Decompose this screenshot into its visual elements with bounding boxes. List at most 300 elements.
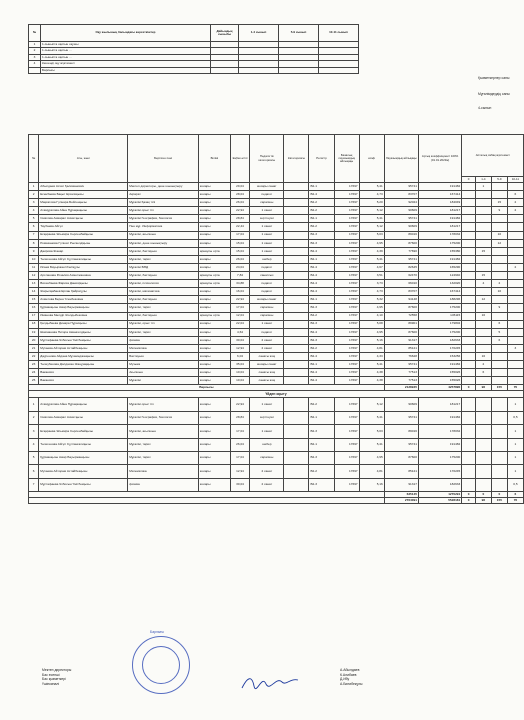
section-title: Үйден оқыту xyxy=(29,391,524,398)
table-cell: 5,08 xyxy=(359,320,384,328)
table-cell: 3 xyxy=(29,199,39,207)
table-cell: 15 xyxy=(475,272,491,280)
table-cell xyxy=(462,411,476,424)
table-cell: 17697 xyxy=(334,215,359,223)
table-cell xyxy=(475,239,491,247)
table-cell xyxy=(507,336,523,344)
table-cell xyxy=(507,296,523,304)
table-cell xyxy=(284,231,309,239)
table-cell: жоғары xyxy=(198,451,230,464)
total-cell: 2128945 xyxy=(384,385,418,391)
total-row xyxy=(29,498,524,504)
table-cell xyxy=(284,398,309,411)
table-cell: 153256 xyxy=(418,352,461,360)
table-cell: жоғары xyxy=(198,223,230,231)
table-cell: 91317 xyxy=(384,336,418,344)
staff-header-cell: Берілген пәні xyxy=(128,135,199,183)
table-cell: 1 санат xyxy=(250,239,284,247)
table-cell: 5,03 xyxy=(359,231,384,239)
table-cell: жоғары санат xyxy=(250,296,284,304)
table-cell: 95741 xyxy=(384,255,418,263)
table-cell: 26,04 xyxy=(230,255,249,263)
summary-table xyxy=(28,24,359,74)
summary-header-cell: 10-11 сынып xyxy=(319,25,359,42)
table-cell xyxy=(284,478,309,491)
table-cell: 22 xyxy=(29,352,39,360)
staff-header-cell: Аты, жөні xyxy=(39,135,128,183)
staff-header-cell: Категориясы xyxy=(284,135,309,183)
table-cell: 20 xyxy=(29,336,39,344)
table-cell: Мұғалім, бастауыш xyxy=(128,247,199,255)
signature-name: Д.Ибу xyxy=(340,677,350,682)
table-cell: 4,64 xyxy=(230,328,249,336)
table-cell: 2 xyxy=(507,263,523,271)
table-cell: Арсланова Розалия Ахметжановна xyxy=(39,272,128,280)
table-cell xyxy=(462,425,476,438)
table-cell xyxy=(507,320,523,328)
table-cell: 17,04 xyxy=(230,304,249,312)
summary-cell: 1-сыныпта оқитын оқушы xyxy=(41,42,211,48)
table-cell: Мұғалім xyxy=(128,377,199,385)
table-cell: Мұғалім, тарих xyxy=(128,255,199,263)
table-cell: Даирова Жанар xyxy=(39,247,128,255)
table-cell: В2-3 xyxy=(309,336,334,344)
table-row xyxy=(29,344,524,352)
table-cell: 17697 xyxy=(334,304,359,312)
table-cell: 10 xyxy=(491,231,507,239)
table-cell xyxy=(491,223,507,231)
table-cell: 7,84 xyxy=(230,272,249,280)
signature-title: Бас қызметкері xyxy=(42,677,66,682)
table-cell: 76628 xyxy=(384,352,418,360)
table-cell: арнаулы орта xyxy=(198,280,230,288)
table-cell: педагог xyxy=(250,328,284,336)
staff-header-cell: коэф xyxy=(359,135,384,183)
table-cell xyxy=(507,377,523,385)
table-cell xyxy=(284,425,309,438)
table-cell: 124940 xyxy=(418,272,461,280)
table-cell: жоғары xyxy=(198,191,230,199)
table-cell: 1 xyxy=(507,451,523,464)
table-cell: 4,95 xyxy=(359,328,384,336)
table-cell: Исаев Бауыржан Игелікұлы xyxy=(39,263,128,271)
table-cell: 188296 xyxy=(418,296,461,304)
table-cell: 11 xyxy=(29,263,39,271)
table-cell xyxy=(491,247,507,255)
table-cell: жоғары xyxy=(198,255,230,263)
table-cell: жоғары xyxy=(198,239,230,247)
table-cell: сарапшы xyxy=(250,304,284,312)
table-cell xyxy=(284,312,309,320)
total-cell: 0 xyxy=(462,385,476,391)
table-cell: 17697 xyxy=(334,361,359,369)
table-cell xyxy=(475,304,491,312)
table-cell: Атамұратова Айна Нұрақанқызы xyxy=(39,207,128,215)
summary-cell: 2 xyxy=(29,48,41,54)
table-cell xyxy=(475,465,491,478)
summary-cell xyxy=(29,67,41,73)
table-cell: 87600 xyxy=(384,239,418,247)
table-cell xyxy=(462,438,476,451)
table-cell: Құрманқызы Ажар Бауыржанқызы xyxy=(39,304,128,312)
table-cell xyxy=(491,296,507,304)
table-cell: В2-1 xyxy=(309,296,334,304)
summary-cell xyxy=(319,67,359,73)
table-cell: 34,88 xyxy=(230,280,249,288)
table-cell: жоғары xyxy=(198,438,230,451)
table-cell: 181217 xyxy=(418,398,461,411)
table-row xyxy=(29,438,524,451)
table-cell: 87600 xyxy=(384,451,418,464)
table-cell: В2-1 xyxy=(309,361,334,369)
signature-names xyxy=(340,668,362,686)
table-cell: 6 xyxy=(491,320,507,328)
table-row xyxy=(29,207,524,215)
table-cell: 85121 xyxy=(384,465,418,478)
table-row xyxy=(29,478,524,491)
summary-cell: Барлығы xyxy=(41,67,211,73)
summary-header xyxy=(29,25,359,42)
table-cell: 24 xyxy=(29,369,39,377)
table-cell xyxy=(462,223,476,231)
table-cell: 17,04 xyxy=(230,231,249,239)
table-cell: 17697 xyxy=(334,465,359,478)
table-cell: 5,03 xyxy=(359,425,384,438)
table-row xyxy=(29,425,524,438)
total-cell: 155 xyxy=(491,498,507,504)
table-cell: 5,41 xyxy=(359,215,384,223)
table-cell: 21 xyxy=(29,344,39,352)
table-cell: санатсыз xyxy=(250,272,284,280)
table-row xyxy=(29,223,524,231)
table-cell: 5,16 xyxy=(359,478,384,491)
table-cell xyxy=(491,215,507,223)
table-cell: 22,94 xyxy=(230,296,249,304)
table-cell: В2-1 xyxy=(309,438,334,451)
table-cell: 30,04 xyxy=(230,336,249,344)
table-cell: жоғары xyxy=(198,215,230,223)
table-cell: 1 санат xyxy=(250,231,284,239)
table-cell: В2-2 xyxy=(309,398,334,411)
table-cell: В2-3 xyxy=(309,451,334,464)
table-row xyxy=(29,304,524,312)
total-cell: 76 xyxy=(507,498,523,504)
table-cell: В2-4 xyxy=(309,288,334,296)
table-cell xyxy=(475,199,491,207)
table-cell: 7 xyxy=(29,231,39,239)
table-cell: 191482 xyxy=(418,361,461,369)
table-cell xyxy=(284,411,309,424)
table-cell: Математика xyxy=(128,344,199,352)
official-stamp-icon xyxy=(132,636,190,694)
stamp-label: Барлығы xyxy=(150,630,164,634)
table-cell: Төлегенова Айгүл Сұлтанғалиқызы xyxy=(39,438,128,451)
table-cell xyxy=(462,263,476,271)
table-cell: 5,16 xyxy=(359,336,384,344)
load-header-cell: 5-9 xyxy=(491,177,507,183)
table-cell: В2-3 xyxy=(309,231,334,239)
table-cell: 4,73 xyxy=(359,288,384,296)
table-cell: 17697 xyxy=(334,247,359,255)
table-cell xyxy=(284,344,309,352)
table-cell: 155026 xyxy=(418,377,461,385)
table-cell: жоғары xyxy=(198,411,230,424)
summary-header-cell: № xyxy=(29,25,41,42)
table-cell: Сматова Акмарал Ахметқызы xyxy=(39,411,128,424)
table-cell: 1 xyxy=(507,398,523,411)
table-row xyxy=(29,231,524,239)
table-cell: В2-2 xyxy=(309,344,334,352)
table-cell xyxy=(462,255,476,263)
table-cell: Мұғалім БӘД xyxy=(128,263,199,271)
table-cell: 1 санат xyxy=(250,320,284,328)
table-cell: 3 xyxy=(29,425,39,438)
table-cell: Мақсатова Гүлнара Бейсенқызы xyxy=(39,199,128,207)
table-cell xyxy=(284,465,309,478)
staff-header-cell: Білімі xyxy=(198,135,230,183)
table-cell xyxy=(462,280,476,288)
table-cell: 1 санат xyxy=(250,425,284,438)
table-cell xyxy=(475,478,491,491)
table-cell: Есқараева Эльмира Сәрсенбайқызы xyxy=(39,425,128,438)
table-cell: 10,04 xyxy=(230,369,249,377)
table-row xyxy=(29,312,524,320)
table-cell: жоғары xyxy=(198,352,230,360)
table-cell: шебер xyxy=(250,438,284,451)
table-cell: 12 xyxy=(475,296,491,304)
table-cell: Висенбаева Фариза Даниярқызы xyxy=(39,280,128,288)
table-cell: В2-4 xyxy=(309,247,334,255)
table-cell xyxy=(491,272,507,280)
total-cell: 96 xyxy=(475,498,491,504)
table-cell: 181217 xyxy=(418,223,461,231)
table-cell: В4-4 xyxy=(309,280,334,288)
total-cell: 0 xyxy=(475,492,491,498)
table-cell xyxy=(284,451,309,464)
table-cell: 15 xyxy=(491,199,507,207)
table-cell: 5,41 xyxy=(359,361,384,369)
table-cell: арнаулы орта xyxy=(198,312,230,320)
table-cell: 18 xyxy=(29,320,39,328)
table-cell: 6 xyxy=(507,191,523,199)
table-cell xyxy=(462,352,476,360)
table-cell: Иманова Мөлдір Жолдыбековна xyxy=(39,312,128,320)
table-cell: 17697 xyxy=(334,478,359,491)
table-cell: 191482 xyxy=(418,255,461,263)
table-cell: 4 xyxy=(475,280,491,288)
table-cell: 6 xyxy=(29,465,39,478)
table-cell: жоғары xyxy=(198,304,230,312)
table-cell: 1 xyxy=(29,398,39,411)
table-cell: 178032 xyxy=(418,425,461,438)
table-cell: 6 xyxy=(475,369,491,377)
total-label xyxy=(29,498,385,504)
table-cell: Мұғалім, психология xyxy=(128,280,199,288)
table-cell xyxy=(284,328,309,336)
table-cell: 17697 xyxy=(334,451,359,464)
table-cell: 181217 xyxy=(418,207,461,215)
table-cell: 1 санат xyxy=(250,398,284,411)
table-cell xyxy=(491,398,507,411)
table-cell: 132020 xyxy=(418,280,461,288)
table-cell: 23 xyxy=(29,361,39,369)
table-cell: 17697 xyxy=(334,377,359,385)
table-cell: Мұғалім орыс тіл xyxy=(128,207,199,215)
table-cell: Мұғалім, бастауыш xyxy=(128,296,199,304)
table-cell: жоғары xyxy=(198,199,230,207)
table-cell xyxy=(491,411,507,424)
table-cell: Мухаева Айторам Ахтайбекқызы xyxy=(39,465,128,478)
table-cell: 3 xyxy=(507,344,523,352)
table-cell xyxy=(475,320,491,328)
table-cell: 22,94 xyxy=(230,398,249,411)
table-row xyxy=(29,352,524,360)
table-cell: 2 санат xyxy=(250,344,284,352)
staff-table xyxy=(28,134,524,504)
table-row xyxy=(29,247,524,255)
table-cell: 83707 xyxy=(384,288,418,296)
signature-titles xyxy=(42,668,71,686)
table-cell xyxy=(475,288,491,296)
table-cell: 3,51 xyxy=(359,272,384,280)
table-cell xyxy=(284,207,309,215)
table-row xyxy=(29,239,524,247)
table-cell: 15,04 xyxy=(230,247,249,255)
table-cell xyxy=(475,451,491,464)
table-cell xyxy=(491,478,507,491)
table-cell xyxy=(462,320,476,328)
table-row xyxy=(29,215,524,223)
table-cell: жоғары xyxy=(198,296,230,304)
table-cell xyxy=(507,272,523,280)
table-cell: 2 санат xyxy=(250,336,284,344)
table-cell: Ағылшын xyxy=(128,369,199,377)
table-cell: 95741 xyxy=(384,183,418,191)
table-cell: Құрманқызы Ажар Бауыржанқызы xyxy=(39,451,128,464)
table-cell: 94148 xyxy=(384,296,418,304)
table-cell: 10 xyxy=(491,288,507,296)
table-cell: сарапшы xyxy=(250,312,284,320)
staff-header-cell: Педагогтік категориясы xyxy=(250,135,284,183)
table-cell: 1 xyxy=(475,183,491,191)
table-cell: 89901 xyxy=(384,320,418,328)
table-cell: 191482 xyxy=(418,438,461,451)
table-cell: 167414 xyxy=(418,288,461,296)
table-cell xyxy=(475,255,491,263)
table-cell: 17697 xyxy=(334,263,359,271)
table-cell: Төлеубекова Дилдахан Жанұзаққызы xyxy=(39,361,128,369)
table-cell xyxy=(462,239,476,247)
table-cell xyxy=(475,223,491,231)
table-cell: В2-3 xyxy=(309,478,334,491)
table-cell xyxy=(507,369,523,377)
table-row xyxy=(29,328,524,336)
table-cell: 17697 xyxy=(334,255,359,263)
total-cell: 6 xyxy=(507,492,523,498)
table-cell: 17697 xyxy=(334,199,359,207)
table-cell: шебер xyxy=(250,255,284,263)
table-cell xyxy=(491,344,507,352)
table-cell xyxy=(284,352,309,360)
table-cell: 90609 xyxy=(384,207,418,215)
table-cell: 92024 xyxy=(384,199,418,207)
table-cell: 179802 xyxy=(418,320,461,328)
table-cell: жоғары xyxy=(198,369,230,377)
table-cell: 77690 xyxy=(384,247,418,255)
table-cell: В2-4 xyxy=(309,369,334,377)
table-cell: 5,12 xyxy=(359,398,384,411)
table-cell xyxy=(284,223,309,231)
table-cell xyxy=(491,312,507,320)
table-cell: 28,84 xyxy=(230,411,249,424)
table-cell: 1 xyxy=(507,438,523,451)
table-cell: 83707 xyxy=(384,191,418,199)
table-cell: 182633 xyxy=(418,478,461,491)
table-cell xyxy=(284,288,309,296)
table-cell xyxy=(507,304,523,312)
table-cell: 62470 xyxy=(384,272,418,280)
table-cell: жоғары xyxy=(198,465,230,478)
table-cell: 28,84 xyxy=(230,215,249,223)
table-cell: 90609 xyxy=(384,398,418,411)
table-cell: 1 санат xyxy=(250,247,284,255)
table-cell: 8 xyxy=(29,239,39,247)
table-cell: Мұғалім, тарих xyxy=(128,328,199,336)
table-cell: 2 xyxy=(29,411,39,424)
table-cell xyxy=(462,231,476,239)
table-cell: 17697 xyxy=(334,312,359,320)
table-cell xyxy=(284,361,309,369)
table-cell xyxy=(491,361,507,369)
table-cell: Атамұратова Айна Нұрақанқызы xyxy=(39,398,128,411)
table-cell: 5,41 xyxy=(359,411,384,424)
table-cell xyxy=(491,263,507,271)
table-cell: 17697 xyxy=(334,223,359,231)
signature-title: Үшінкиналі xyxy=(42,681,60,686)
summary-header-cell: 1-4 сынып xyxy=(239,25,279,42)
signature-title: Мектеп директоры xyxy=(42,668,72,672)
total-cell: 4257890 xyxy=(418,385,461,391)
table-cell xyxy=(284,377,309,385)
table-cell: 22,04 xyxy=(230,320,249,328)
summary-cell: 3 xyxy=(29,54,41,60)
table-cell xyxy=(284,255,309,263)
table-row xyxy=(29,199,524,207)
table-cell: 4,39 xyxy=(359,247,384,255)
table-cell: зерттеуші xyxy=(250,215,284,223)
total-cell: 0 xyxy=(462,498,476,504)
table-cell xyxy=(475,425,491,438)
table-cell: 6 xyxy=(491,336,507,344)
table-cell: жоғары xyxy=(198,183,230,191)
table-cell xyxy=(284,320,309,328)
table-cell: 17697 xyxy=(334,369,359,377)
table-cell: 17697 xyxy=(334,328,359,336)
table-cell: 10 xyxy=(29,255,39,263)
table-cell xyxy=(475,438,491,451)
table-cell: 191482 xyxy=(418,183,461,191)
table-cell: 17697 xyxy=(334,336,359,344)
table-cell: 4,67 xyxy=(359,263,384,271)
table-row xyxy=(29,183,524,191)
table-cell: 15 xyxy=(29,296,39,304)
summary-header-row xyxy=(29,25,359,42)
table-cell: педагог xyxy=(250,263,284,271)
table-cell xyxy=(491,377,507,385)
table-cell: 6,04 xyxy=(230,352,249,360)
table-cell: Мұғалім орыс тіл xyxy=(128,398,199,411)
table-cell xyxy=(507,328,523,336)
